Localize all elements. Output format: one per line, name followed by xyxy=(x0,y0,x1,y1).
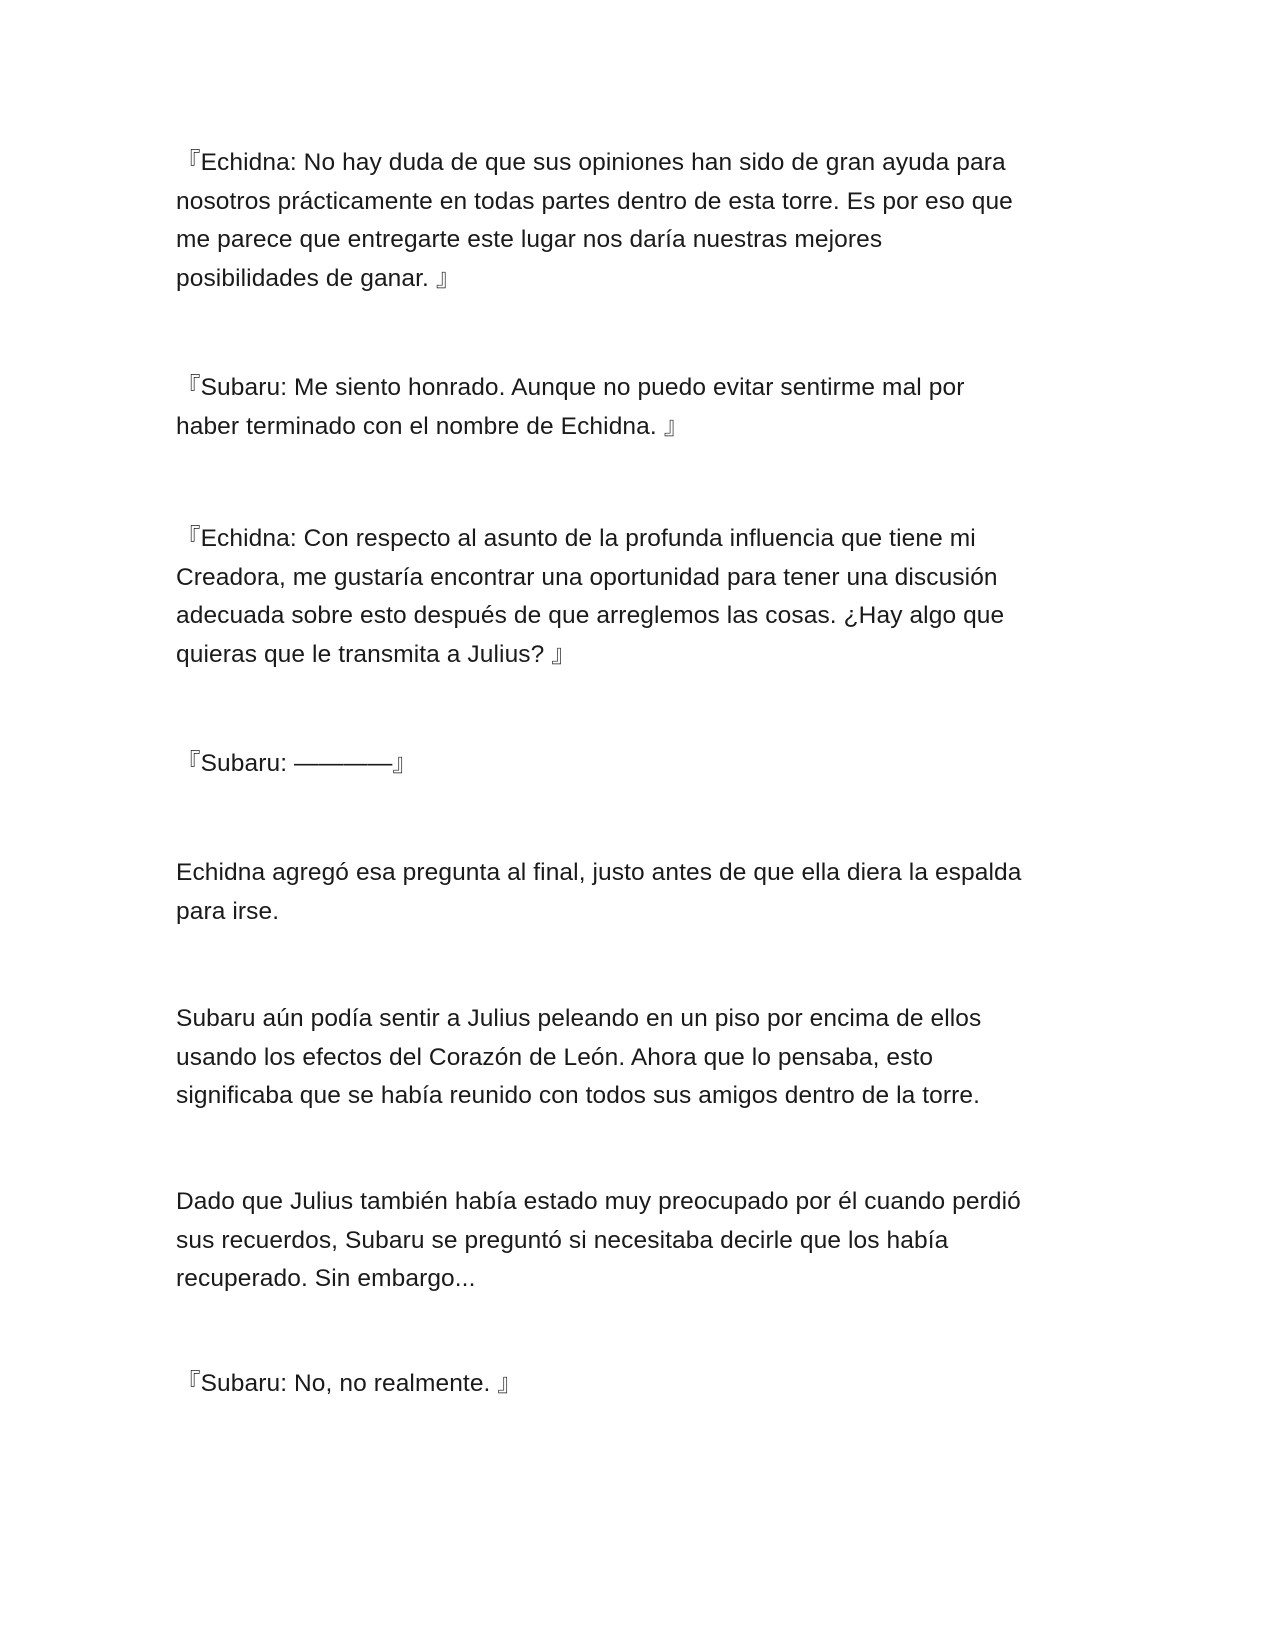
text-line: 『Echidna: No hay duda de que sus opiniones han sido de gran ayuda para xyxy=(176,149,1006,176)
paragraph-echidna-creator xyxy=(176,520,1096,674)
text-line: Echidna agregó esa pregunta al final, justo antes de que ella diera la espalda xyxy=(176,859,1022,886)
text-line: sus recuerdos, Subaru se preguntó si necesitaba decirle que los había xyxy=(176,1226,949,1254)
text-line: me parece que entregarte este lugar nos daría nuestras mejores xyxy=(176,226,883,253)
text-line: Subaru aún podía sentir a Julius peleando en un piso por encima de ellos xyxy=(176,1005,982,1032)
text-line: significaba que se había reunido con todos sus amigos dentro de la torre. xyxy=(176,1082,981,1109)
text-line: quieras que le transmita a Julius? 』 xyxy=(176,640,576,668)
paragraph-narration-memories xyxy=(176,1183,1096,1299)
text-line: 『Subaru: ————』 xyxy=(176,750,418,777)
text-line: 『Subaru: No, no realmente. 』 xyxy=(176,1370,522,1397)
text-line: nosotros prácticamente en todas partes dentro de esta torre. Es por eso que xyxy=(176,187,1013,215)
text-line: adecuada sobre esto después de que arreglemos las cosas. ¿Hay algo que xyxy=(176,602,1005,629)
text-line: Dado que Julius también había estado muy preocupado por él cuando perdió xyxy=(176,1188,1021,1215)
text-line: 『Subaru: Me siento honrado. Aunque no puedo evitar sentirme mal por xyxy=(176,374,965,401)
text-line: recuperado. Sin embargo... xyxy=(176,1265,476,1292)
text-line: posibilidades de ganar. 』 xyxy=(176,264,461,292)
text-line: usando los efectos del Corazón de León. Ahora que lo pensaba, esto xyxy=(176,1043,934,1071)
paragraph-subaru-honored xyxy=(176,369,1096,446)
text-line: 『Echidna: Con respecto al asunto de la profunda influencia que tiene mi xyxy=(176,525,976,552)
text-line: Creadora, me gustaría encontrar una oportunidad para tener una discusión xyxy=(176,563,998,591)
paragraph-narration-question xyxy=(176,854,1096,931)
paragraph-subaru-silence xyxy=(176,745,1096,784)
text-line: haber terminado con el nombre de Echidna. 』 xyxy=(176,412,689,440)
paragraph-narration-julius xyxy=(176,1000,1096,1116)
paragraph-subaru-no xyxy=(176,1365,1096,1404)
text-line: para irse. xyxy=(176,897,280,925)
paragraph-echidna-opinions xyxy=(176,144,1096,298)
